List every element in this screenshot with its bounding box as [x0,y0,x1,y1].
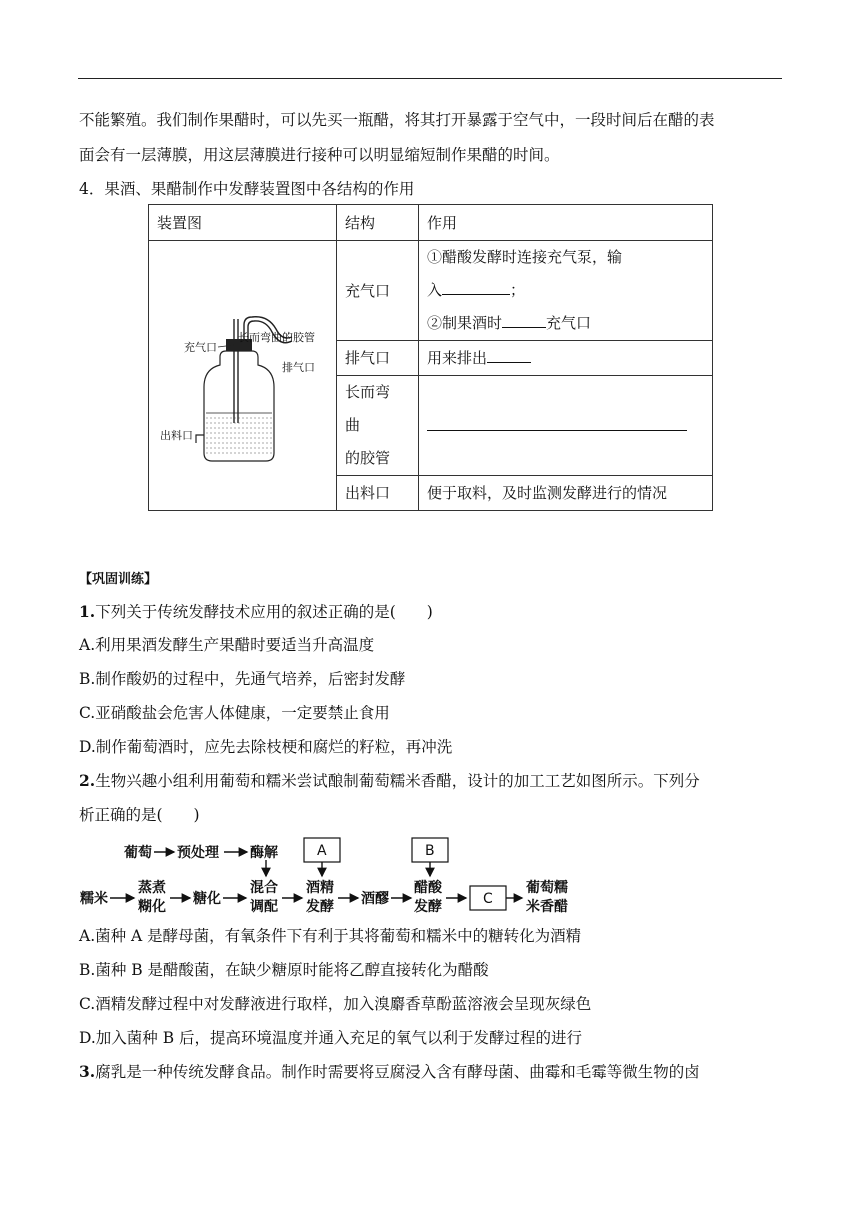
flow-pretreat: 预处理 [177,845,219,861]
q1-option-d: D.制作葡萄酒时，应先去除枝梗和腐烂的籽粒，再冲洗 [79,738,453,756]
apparatus-cell [149,241,337,511]
flow-alcohol-2: 发酵 [306,899,334,915]
q2-option-a: A.菌种 A 是酵母菌，有氧条件下有利于其将葡萄和糯米中的糖转化为酒精 [79,927,582,945]
flow-steam-1: 蒸煮 [138,880,166,896]
flow-rice: 糯米 [80,891,108,907]
answer-blank[interactable] [487,346,531,363]
q2-option-d: D.加入菌种 B 后，提高环境温度并通入充足的氧气以利于发酵过程的进行 [79,1029,583,1047]
function-inlet [419,241,713,341]
intro-line-1: 不能繁殖。我们制作果醋时，可以先买一瓶醋，将其打开暴露于空气中，一段时间后在醋的表 [79,111,715,129]
function-long-tube [419,376,713,476]
flow-mash: 酒醪 [361,891,389,907]
flow-saccharify: 糖化 [193,891,221,907]
structure-exhaust: 排气口 [337,341,419,376]
practice-title: 【巩固训练】 [79,572,158,587]
q1-option-a: A.利用果酒发酵生产果醋时要适当升高温度 [79,636,375,654]
header-rule [78,78,782,79]
flow-mix-2: 调配 [250,899,278,915]
flow-product-2: 米香醋 [526,899,568,915]
header-structure: 结构 [337,205,419,241]
q1-option-c: C.亚硝酸盐会危害人体健康，一定要禁止食用 [79,704,390,722]
structure-long-tube: 长而弯 曲 的胶管 [337,376,419,476]
intro-line-2: 面会有一层薄膜，用这层薄膜进行接种可以明显缩短制作果醋的时间。 [79,146,560,164]
q2-stem-line-2: 析正确的是( ) [79,806,200,824]
section-4-heading: 4．果酒、果醋制作中发酵装置图中各结构的作用 [79,180,415,198]
q2-option-c: C.酒精发酵过程中对发酵液进行取样，加入溴麝香草酚蓝溶液会呈现灰绿色 [79,995,592,1013]
function-outlet: 便于取料，及时监测发酵进行的情况 [419,476,713,511]
q3-stem: 3.腐乳是一种传统发酵食品。制作时需要将豆腐浸入含有酵母菌、曲霉和毛霉等微生物的卤 [79,1062,700,1081]
flow-steam-2: 糊化 [138,899,166,915]
flow-vinegar-2: 发酵 [414,899,442,915]
flow-alcohol-1: 酒精 [306,880,334,896]
fermentation-apparatus-diagram [150,255,336,485]
flow-enzymolysis: 酶解 [250,845,278,861]
answer-blank[interactable] [502,311,546,328]
function-exhaust: 用来排出 [419,341,713,376]
q2-option-b: B.菌种 B 是醋酸菌，在缺少糖原时能将乙醇直接转化为醋酸 [79,961,489,979]
box-b-label: B [425,843,435,859]
function-inlet-line-2: 入 ； [427,274,704,307]
structure-outlet: 出料口 [337,476,419,511]
flow-product-1: 葡萄糯 [526,880,568,896]
answer-blank[interactable] [427,414,687,431]
flow-grape: 葡萄 [124,845,152,861]
box-a-label: A [317,843,327,859]
liquid-hatching [206,413,272,453]
flow-vinegar-1: 醋酸 [414,880,442,896]
header-function: 作用 [419,205,713,241]
q2-stem-line-1: 2.生物兴趣小组利用葡萄和糯米尝试酿制葡萄糯米香醋，设计的加工工艺如图所示。下列分 [79,771,700,790]
vinegar-process-flowchart [78,832,598,920]
label-outlet: 出料口 [159,428,193,442]
box-c-label: C [483,891,493,907]
q1-stem: 1.下列关于传统发酵技术应用的叙述正确的是( ) [79,602,433,621]
function-inlet-line-3: ②制果酒时 充气口 [427,307,704,340]
label-exhaust: 排气口 [281,360,315,374]
flow-mix-1: 混合 [250,880,278,896]
fermentation-device-table [148,204,713,511]
header-device: 装置图 [149,205,337,241]
label-long-tube: 长而弯曲的胶管 [237,330,315,344]
q1-option-b: B.制作酸奶的过程中，先通气培养，后密封发酵 [79,670,406,688]
function-inlet-line-1: ①醋酸发酵时连接充气泵，输 [427,248,623,266]
label-inlet: 充气口 [183,340,217,354]
structure-inlet: 充气口 [337,241,419,341]
answer-blank[interactable] [442,278,510,295]
